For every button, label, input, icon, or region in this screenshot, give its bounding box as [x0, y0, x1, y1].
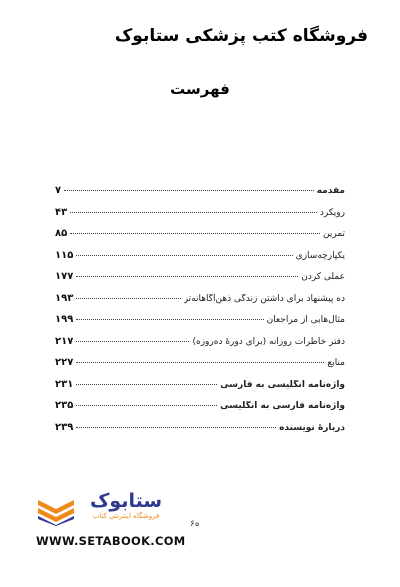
toc-heading: فهرست	[170, 80, 230, 98]
toc-entry-page: ۲۳۵	[55, 400, 74, 411]
toc-leader-dots	[76, 276, 298, 277]
toc-entry-title: تمرین	[322, 229, 345, 239]
toc-entry[interactable]	[55, 400, 345, 422]
toc-leader-dots	[76, 255, 292, 256]
toc-entry-page: ۷	[55, 185, 62, 196]
toc-entry-page: ۱۷۷	[55, 271, 74, 282]
toc-entry[interactable]	[55, 185, 345, 207]
toc-entry-title: مثال‌هایی از مراجعان	[266, 315, 345, 325]
toc-leader-dots	[76, 362, 324, 363]
toc-entry-title: عملی کردن	[301, 272, 345, 282]
website-url[interactable]: WWW.SETABOOK.COM	[36, 534, 186, 548]
toc-entry-page: ۲۳۱	[55, 378, 74, 390]
toc-entry-title: منابع	[327, 358, 345, 368]
toc-entry-title: رویکرد	[319, 207, 345, 218]
toc-entry-title: واژه‌نامه فارسی به انگلیسی	[220, 401, 345, 411]
toc-leader-dots	[70, 212, 317, 213]
toc-leader-dots	[76, 319, 263, 320]
toc-entry[interactable]	[55, 250, 345, 272]
toc-entry-page: ۱۹۳	[55, 292, 74, 304]
toc-entry-page: ۲۳۹	[55, 421, 74, 433]
toc-entry-title: دفتر خاطرات روزانه (برای دورهٔ ده‌روزه)	[192, 336, 345, 347]
toc-entry-title: دربارهٔ نویسنده	[279, 422, 345, 433]
toc-entry[interactable]	[55, 336, 345, 358]
toc-entry[interactable]	[55, 314, 345, 336]
store-title: فروشگاه کتب پزشکی ستابوک	[114, 26, 368, 46]
toc-entry-page: ۱۹۹	[55, 314, 74, 325]
toc-entry-page: ۱۱۵	[55, 249, 74, 261]
toc-entry-page: ۲۲۷	[55, 357, 74, 368]
toc-leader-dots	[76, 298, 180, 299]
setabook-logo	[36, 490, 171, 530]
toc-entry-title: واژه‌نامه انگلیسی به فارسی	[220, 379, 345, 390]
toc-leader-dots	[76, 384, 217, 385]
toc-entry[interactable]	[55, 379, 345, 401]
toc-entry[interactable]	[55, 271, 345, 293]
toc-entry[interactable]	[55, 228, 345, 250]
toc-leader-dots	[76, 405, 217, 406]
toc-entry[interactable]	[55, 357, 345, 379]
toc-entry-page: ۴۳	[55, 206, 68, 218]
book-stack-icon	[36, 496, 76, 526]
logo-brand: ستابوک	[89, 490, 163, 512]
toc-entry-title: مقدمه	[316, 186, 345, 196]
toc-entry-page: ۲۱۷	[55, 335, 74, 347]
toc-leader-dots	[76, 341, 189, 342]
toc-leader-dots	[70, 233, 320, 234]
table-of-contents	[55, 185, 345, 443]
logo-subtitle: فروشگاه اینترنتی کتاب	[92, 512, 160, 520]
page-number: ه۶	[190, 519, 200, 529]
toc-entry[interactable]	[55, 422, 345, 444]
toc-leader-dots	[76, 427, 276, 428]
toc-leader-dots	[64, 190, 314, 191]
toc-entry-title: ده پیشنهاد برای داشتن زندگی ذهن‌آگاهانه‌تر	[183, 293, 345, 304]
toc-entry[interactable]	[55, 293, 345, 315]
toc-entry-title: یکپارچه‌سازی	[295, 250, 345, 261]
toc-entry-page: ۸۵	[55, 228, 68, 239]
toc-entry[interactable]	[55, 207, 345, 229]
